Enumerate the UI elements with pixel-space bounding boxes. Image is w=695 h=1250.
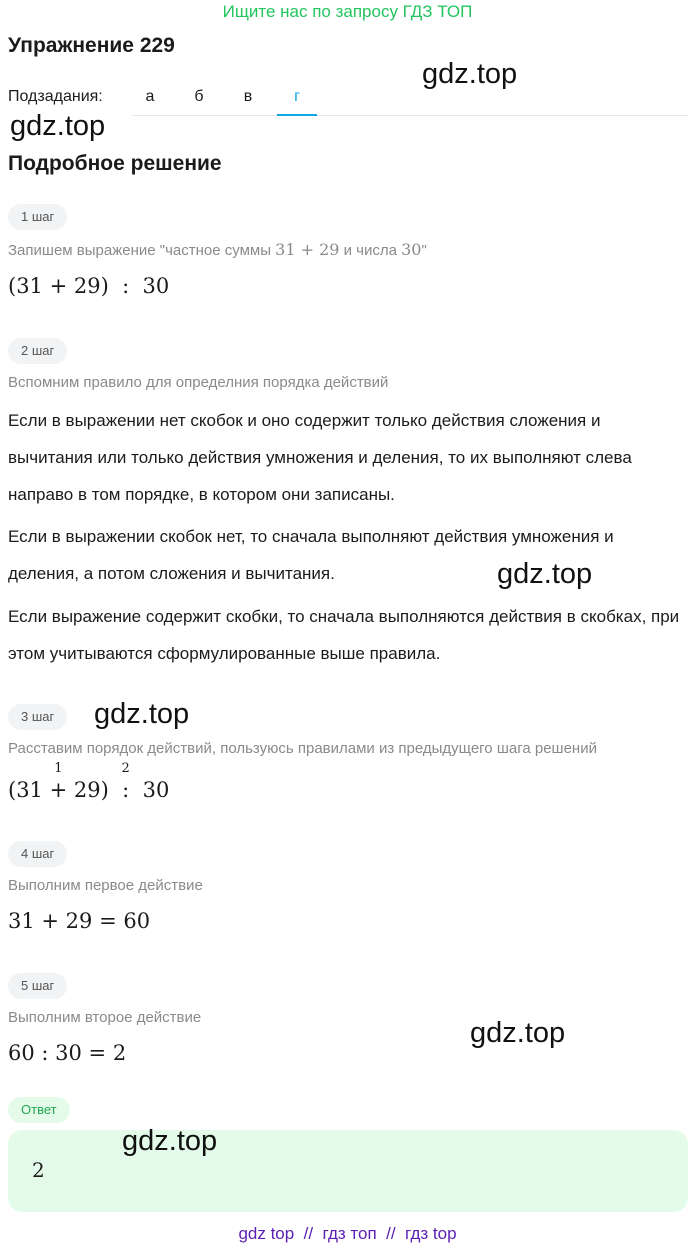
footer-links[interactable]: gdz top // гдз топ // гдз top <box>238 1224 457 1243</box>
step-description: Расставим порядок действий, пользуюсь правилами из предыдущего шага решений <box>8 740 597 757</box>
watermark: gdz.top <box>422 58 518 90</box>
page-title: Упражнение 229 <box>8 34 175 57</box>
section-title: Подробное решение <box>8 152 222 175</box>
watermark: gdz.top <box>10 110 106 142</box>
subtasks-label: Подзадания: <box>8 88 103 105</box>
answer-value: 2 <box>32 1158 45 1182</box>
step-expression: 31 + 29 = 60 <box>8 909 151 933</box>
watermark: gdz.top <box>122 1125 218 1157</box>
order-number: 1 <box>54 761 63 776</box>
subtasks-nav <box>8 86 688 116</box>
rule-paragraph: Если в выражении нет скобок и оно содержит только действия сложения и вычитания или только действия умножения и деления, то их выполняют слева направо в том порядке, в котором они записаны. <box>8 411 632 504</box>
tab-b[interactable]: б <box>194 88 204 105</box>
step-badge: 5 шаг <box>8 973 67 999</box>
step-description: Вспомним правило для определния порядка действий <box>8 374 389 391</box>
step-expression: 60 : 30 = 2 <box>8 1041 127 1065</box>
step-badge: 2 шаг <box>8 338 67 364</box>
promo-banner[interactable]: Ищите нас по запросу ГДЗ ТОП <box>222 2 473 21</box>
rule-paragraph: Если выражение содержит скобки, то сначала выполняются действия в скобках, при этом учитываются сформулированные выше правила. <box>8 607 680 663</box>
tab-g[interactable]: г <box>277 86 317 116</box>
tab-a[interactable]: а <box>145 88 155 105</box>
watermark: gdz.top <box>470 1017 566 1049</box>
step-expression: (31 + 29) : 30 <box>8 274 170 298</box>
answer-box <box>8 1130 688 1212</box>
tab-v[interactable]: в <box>243 88 253 105</box>
order-number: 2 <box>121 761 130 776</box>
watermark: gdz.top <box>94 698 190 730</box>
step-badge: 3 шаг <box>8 704 67 730</box>
step-description: Запишем выражение "частное суммы 31 + 29 и числа 30" <box>8 240 427 259</box>
watermark: gdz.top <box>497 558 593 590</box>
rule-paragraph: Если в выражении скобок нет, то сначала выполняют действия умножения и деления, а потом сложения и вычитания. <box>8 527 614 583</box>
ordered-expression: (31 1 + 29) 2 : 30 <box>8 761 170 802</box>
step-description: Выполним первое действие <box>8 877 203 894</box>
step-badge: 1 шаг <box>8 204 67 230</box>
step-description: Выполним второе действие <box>8 1009 202 1026</box>
answer-badge: Ответ <box>8 1097 70 1123</box>
step-badge: 4 шаг <box>8 841 67 867</box>
